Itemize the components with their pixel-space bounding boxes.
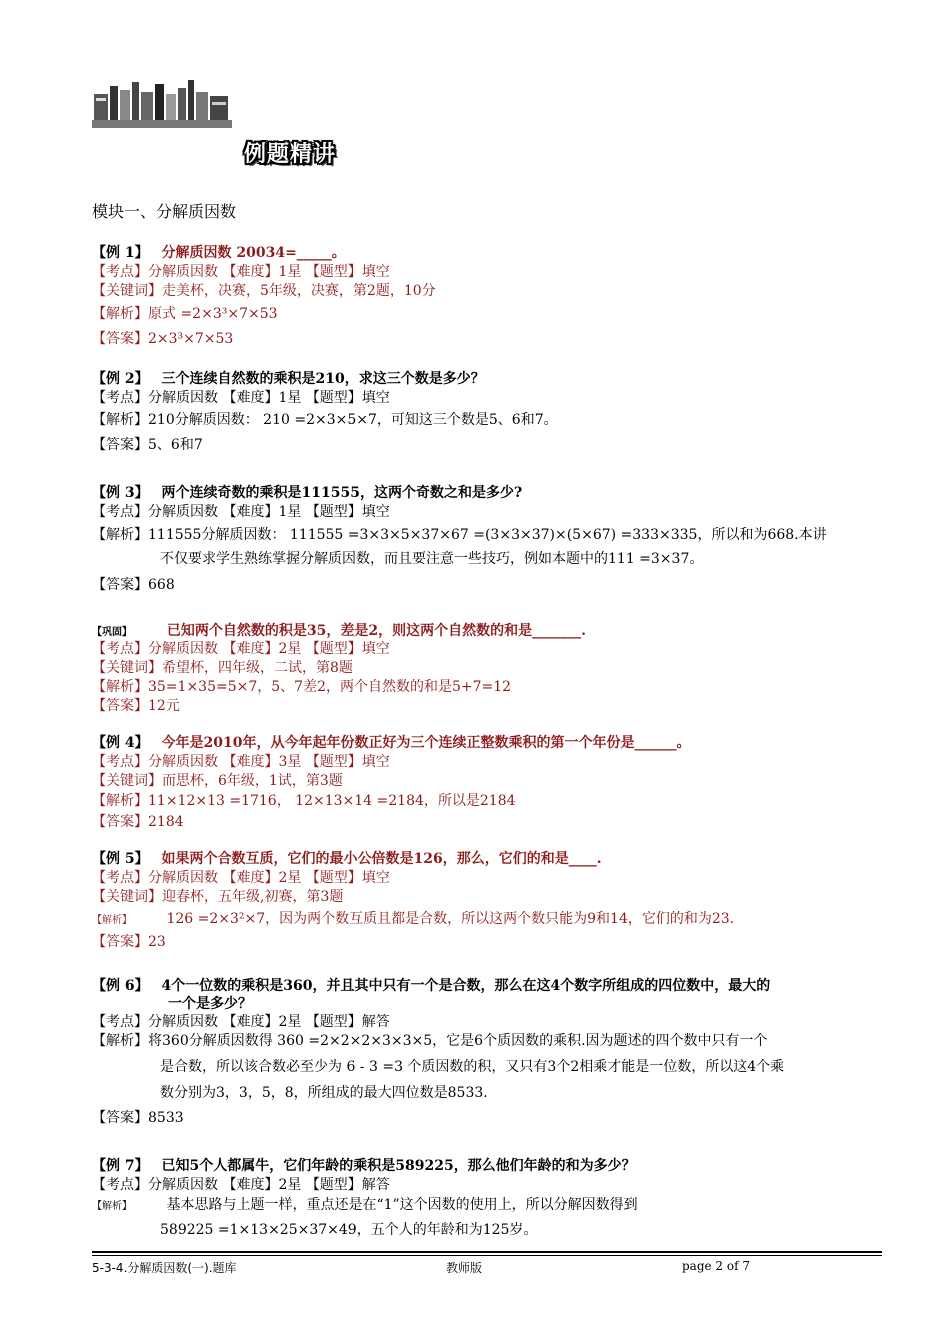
consolidate-question: 【巩固】 已知两个自然数的积是35，差是2，则这两个自然数的和是_______.	[92, 623, 586, 639]
example-2-kaodian: 【考点】分解质因数 【难度】1星 【题型】填空	[92, 390, 390, 406]
example-4-analysis: 【解析】11×12×13 =1716， 12×13×14 =2184，所以是2184	[92, 793, 516, 809]
example-1-answer: 【答案】2×3³×7×53	[92, 331, 234, 347]
example-6-question-2: 一个是多少？	[168, 996, 252, 1012]
module-heading: 模块一、分解质因数	[92, 202, 237, 221]
consolidate-analysis: 【解析】35=1×35=5×7，5、7差2，两个自然数的和是5+7=12	[92, 679, 512, 695]
example-5-analysis: 【解析】 126 =2×3²×7，因为两个数互质且都是合数，所以这两个数只能为9和14，它们的和为23.	[92, 911, 735, 927]
example-5-keywords: 【关键词】迎春杯，五年级,初赛，第3题	[92, 889, 344, 905]
footer-rule-thin	[92, 1255, 882, 1256]
footer-doc-title: 5-3-4.分解质因数(一).题库	[92, 1261, 237, 1275]
example-3-question: 【例 3】 两个连续奇数的乘积是111555，这两个奇数之和是多少?	[92, 485, 523, 501]
consolidate-kaodian: 【考点】分解质因数 【难度】2星 【题型】填空	[92, 641, 390, 657]
example-3-kaodian: 【考点】分解质因数 【难度】1星 【题型】填空	[92, 504, 390, 520]
example-2-analysis: 【解析】210分解质因数： 210 =2×3×5×7，可知这三个数是5、6和7。	[92, 412, 558, 428]
example-6-analysis-3: 数分别为3，3，5，8，所组成的最大四位数是8533.	[160, 1085, 488, 1101]
example-2-answer: 【答案】5、6和7	[92, 437, 203, 453]
example-5-answer: 【答案】23	[92, 934, 166, 950]
example-3-analysis-1: 【解析】111555分解质因数： 111555 =3×3×5×37×67 =(3×3×37)×(5×67) =333×335，所以和为668.本讲	[92, 527, 827, 543]
example-1-kaodian: 【考点】分解质因数 【难度】1星 【题型】填空	[92, 264, 390, 280]
section-banner: 例题精讲	[244, 142, 337, 167]
example-4-kaodian: 【考点】分解质因数 【难度】3星 【题型】填空	[92, 754, 390, 770]
example-1-keywords: 【关键词】走美杯，决赛，5年级，决赛，第2题，10分	[92, 283, 436, 299]
example-1-question: 【例 1】 分解质因数 20034=_____。	[92, 245, 346, 261]
example-5-kaodian: 【考点】分解质因数 【难度】2星 【题型】填空	[92, 870, 390, 886]
example-7-analysis-1: 【解析】 基本思路与上题一样，重点还是在“1”这个因数的使用上，所以分解因数得到	[92, 1197, 638, 1213]
example-5-question: 【例 5】 如果两个合数互质，它们的最小公倍数是126，那么，它们的和是____.	[92, 851, 602, 867]
example-1-analysis: 【解析】原式 =2×3³×7×53	[92, 306, 278, 322]
example-6-analysis-1: 【解析】将360分解质因数得 360 =2×2×2×3×3×5，它是6个质因数的乘积.因为题述的四个数中只有一个	[92, 1033, 768, 1049]
example-6-answer: 【答案】8533	[92, 1110, 184, 1126]
books-illustration	[92, 76, 232, 134]
example-3-analysis-2: 不仅要求学生熟练掌握分解质因数，而且要注意一些技巧，例如本题中的111 =3×37。	[160, 551, 704, 567]
example-7-analysis-2: 589225 =1×13×25×37×49，五个人的年龄和为125岁。	[160, 1222, 538, 1238]
example-6-kaodian: 【考点】分解质因数 【难度】2星 【题型】解答	[92, 1014, 390, 1030]
footer-rule	[92, 1251, 882, 1253]
example-3-answer: 【答案】668	[92, 577, 175, 593]
example-6-analysis-2: 是合数，所以该合数必至少为 6 - 3 =3 个质因数的积，又只有3个2相乘才能是一位数，所以这4个乘	[160, 1059, 785, 1075]
example-2-question: 【例 2】 三个连续自然数的乘积是210，求这三个数是多少？	[92, 371, 485, 387]
example-4-keywords: 【关键词】而思杯，6年级，1试，第3题	[92, 773, 343, 789]
footer-page-number: page 2 of 7	[682, 1259, 750, 1273]
example-7-question: 【例 7】 已知5个人都属牛，它们年龄的乘积是589225，那么他们年龄的和为多少？	[92, 1158, 636, 1174]
consolidate-answer: 【答案】12元	[92, 698, 180, 714]
footer-edition: 教师版	[446, 1261, 483, 1275]
example-4-question: 【例 4】 今年是2010年，从今年起年份数正好为三个连续正整数乘积的第一个年份是______。	[92, 735, 691, 751]
consolidate-keywords: 【关键词】希望杯，四年级，二试，第8题	[92, 660, 353, 676]
example-7-kaodian: 【考点】分解质因数 【难度】2星 【题型】解答	[92, 1177, 390, 1193]
example-4-answer: 【答案】2184	[92, 814, 184, 830]
example-6-question-1: 【例 6】 4个一位数的乘积是360，并且其中只有一个是合数，那么在这4个数字所组成的四位数中，最大的	[92, 978, 771, 994]
